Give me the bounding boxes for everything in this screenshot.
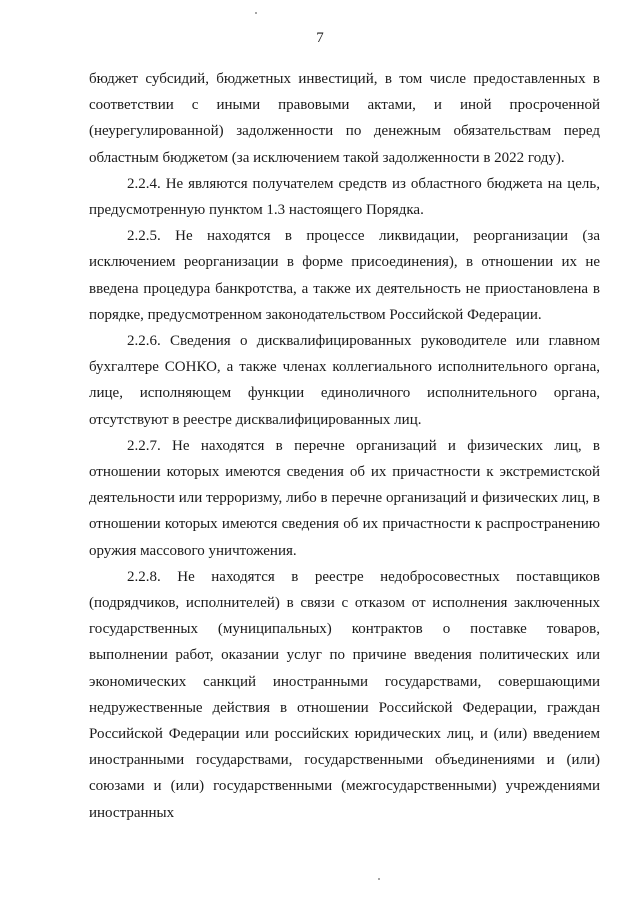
paragraph-2-2-6: 2.2.6. Сведения о дисквалифицированных руководителе или главном бухгалтере СОНКО, а также членах коллегиального исполнительного органа, лице, исполняющем функции единоличного исполнительного органа, отсутствуют в реестре дисквалифицированных лиц.: [89, 333, 600, 428]
scan-speck: [255, 12, 257, 14]
paragraph-2-2-4: 2.2.4. Не являются получателем средств из областного бюджета на цель, предусмотренную пунктом 1.3 настоящего Порядка.: [89, 175, 600, 219]
document-body: [89, 66, 600, 826]
page-number: 7: [316, 30, 324, 46]
scan-speck: [378, 878, 380, 880]
paragraph-2-2-8: 2.2.8. Не находятся в реестре недобросовестных поставщиков (подрядчиков, исполнителей) в связи с отказом от исполнения заключенных государственных (муниципальных) контрактов о поставке товаров, выполнении работ, оказании услуг по причине введения политических или экономических санкций иностранными государствами, совершающими недружественные действия в отношении Российской Федерации, граждан Российской Федерации или российских юридических лиц, и (или) введением иностранными государствами, государственными объединениями и (или) союзами и (или) государственными (межгосударственными) учреждениями иностранных: [89, 568, 600, 821]
paragraph-2-2-5: 2.2.5. Не находятся в процессе ликвидации, реорганизации (за исключением реорганизации в форме присоединения), в отношении их не введена процедура банкротства, а также их деятельность не приостановлена в порядке, предусмотренном законодательством Российской Федерации.: [89, 228, 600, 323]
paragraph-continuation: бюджет субсидий, бюджетных инвестиций, в том числе предоставленных в соответствии с иными правовыми актами, и иной просроченной (неурегулированной) задолженности по денежным обязательствам перед областным бюджетом (за исключением такой задолженности в 2022 году).: [89, 71, 600, 166]
paragraph-2-2-7: 2.2.7. Не находятся в перечне организаций и физических лиц, в отношении которых имеются сведения об их причастности к экстремистской деятельности или терроризму, либо в перечне организаций и физических лиц, в отношении которых имеются сведения об их причастности к распространению оружия массового уничтожения.: [89, 437, 600, 559]
